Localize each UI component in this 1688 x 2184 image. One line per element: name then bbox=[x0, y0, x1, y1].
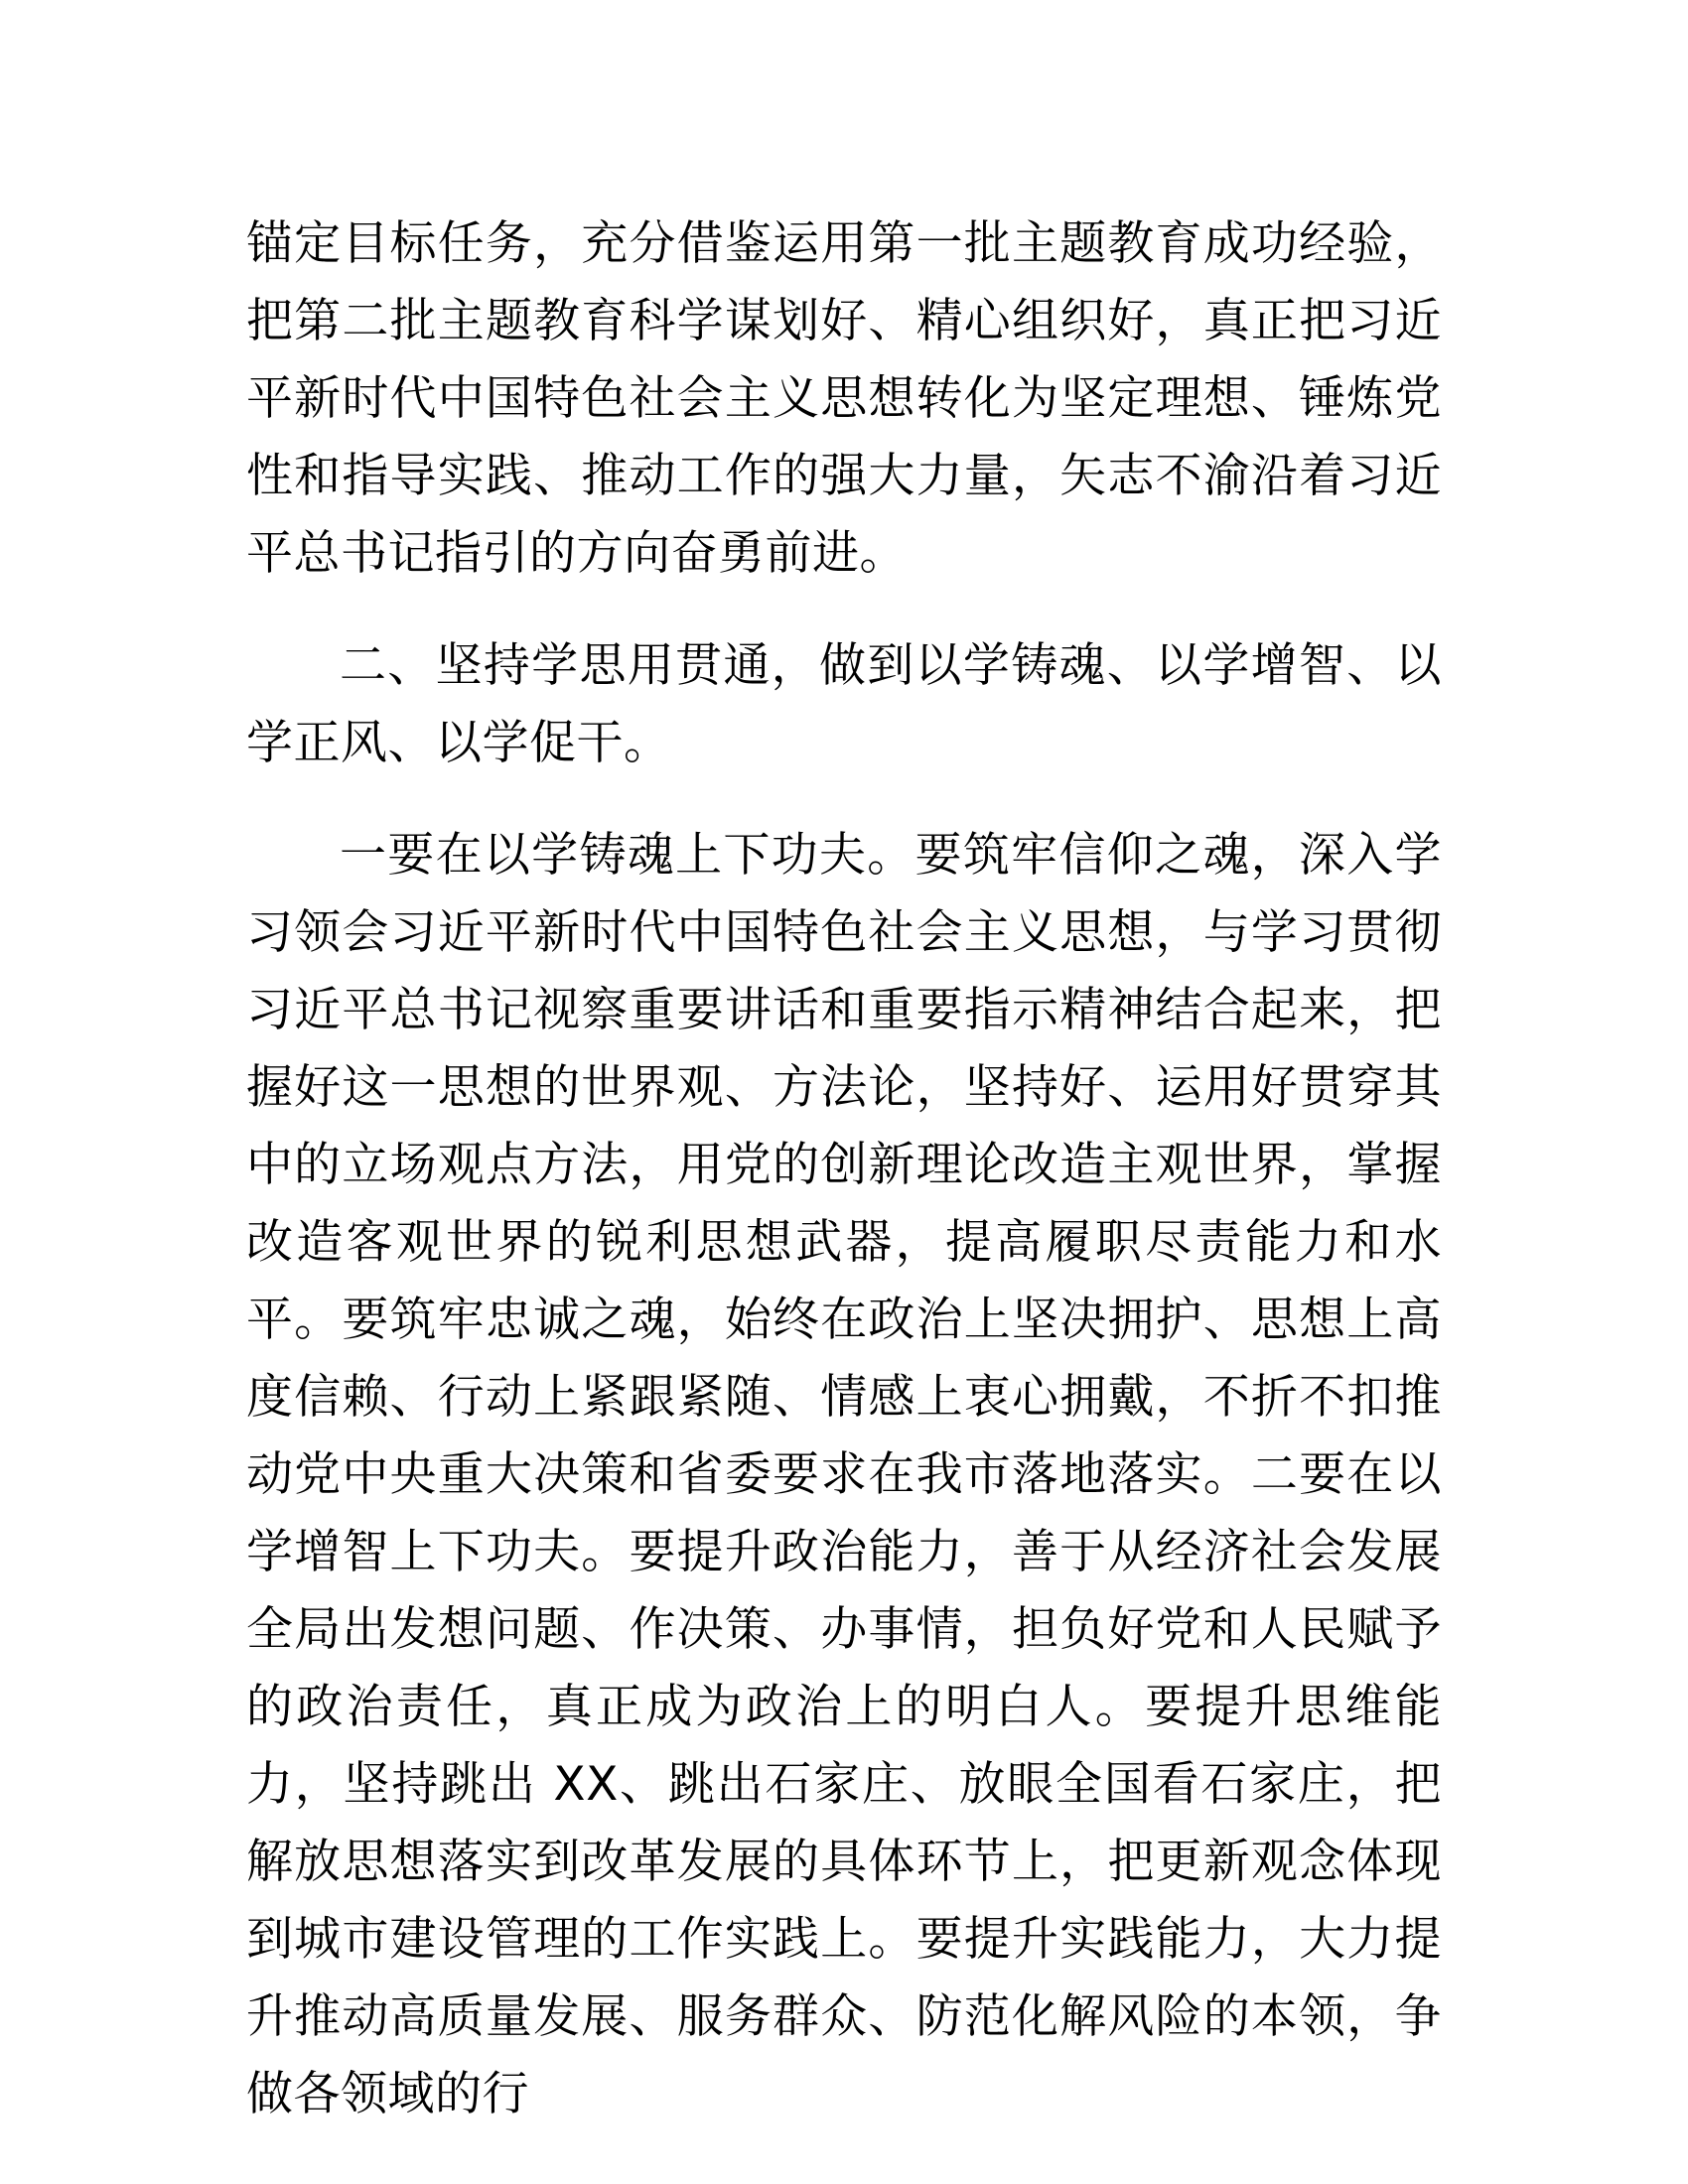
paragraph-body: 一要在以学铸魂上下功夫。要筑牢信仰之魂，深入学习领会习近平新时代中国特色社会主义思想，与学习贯彻习近平总书记视察重要讲话和重要指示精神结合起来，把握好这一思想的世界观、方法论，坚持好、运用好贯穿其中的立场观点方法，用党的创新理论改造主观世界，掌握改造客观世界的锐利思想武器，提高履职尽责能力和水平。要筑牢忠诚之魂，始终在政治上坚决拥护、思想上高度信赖、行动上紧跟紧随、情感上衷心拥戴，不折不扣推动党中央重大决策和省委要求在我市落地落实。二要在以学增智上下功夫。要提升政治能力，善于从经济社会发展全局出发想问题、作决策、办事情，担负好党和人民赋予的政治责任，真正成为政治上的明白人。要提升思维能力，坚持跳出 XX、跳出石家庄、放眼全国看石家庄，把解放思想落实到改革发展的具体环节上，把更新观念体现到城市建设管理的工作实践上。要提升实践能力，大力提升推动高质量发展、服务群众、防范化解风险的本领，争做各领域的行 bbox=[246, 828, 1442, 2121]
document-body bbox=[246, 205, 1442, 2168]
paragraph-continuation: 锚定目标任务，充分借鉴运用第一批主题教育成功经验，把第二批主题教育科学谋划好、精心组织好，真正把习近平新时代中国特色社会主义思想转化为坚定理想、锤炼党性和指导实践、推动工作的强大力量，矢志不渝沿着习近平总书记指引的方向奋勇前进。 bbox=[246, 216, 1442, 581]
section-heading: 二、坚持学思用贯通，做到以学铸魂、以学增智、以学正风、以学促干。 bbox=[246, 638, 1442, 770]
